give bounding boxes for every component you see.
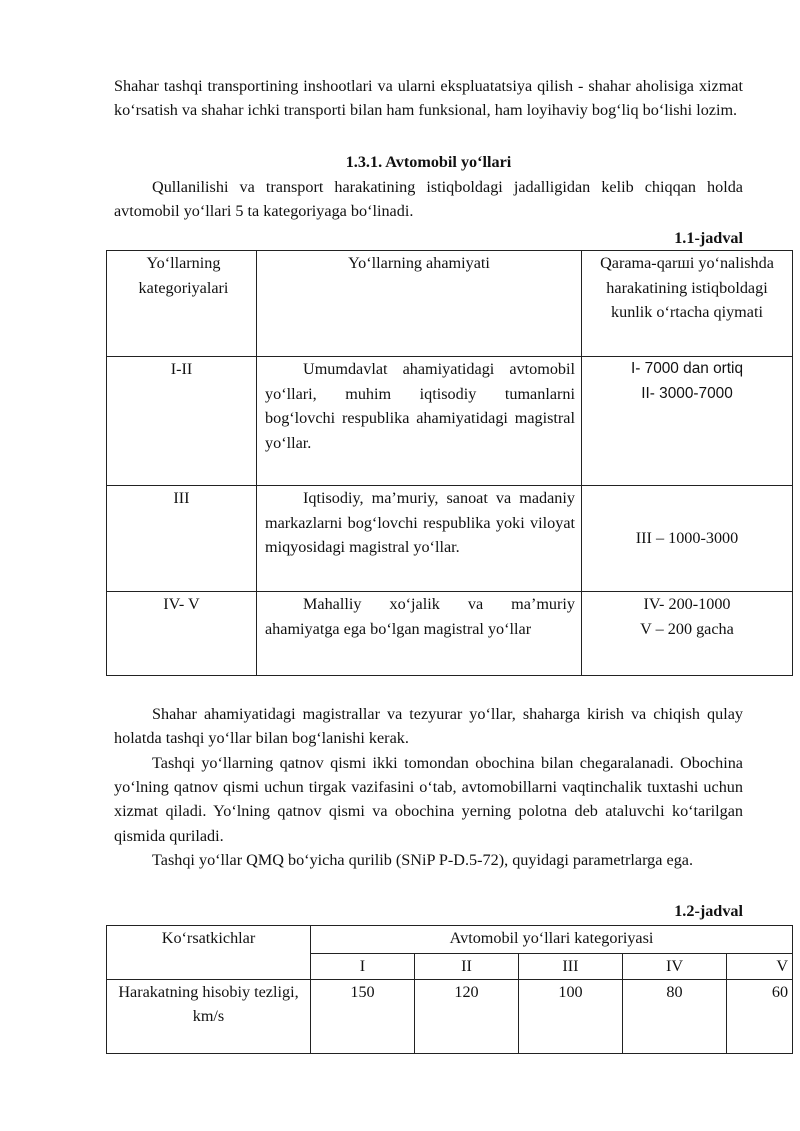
table2-category-cell: II [415, 954, 519, 980]
table1-cell-category: III [107, 486, 257, 592]
table2-category-cell: III [519, 954, 623, 980]
city-roads-paragraph: Shahar ahamiyatidagi magistrallar va tezyurar yo‘llar, shaharga kirish va chiqish qulay holatda tashqi yo‘llar bilan bog‘lanishi kerak. [114, 705, 743, 748]
table1-header-traffic [582, 251, 793, 357]
parameters-paragraph: Tashqi yo‘llar QMQ bo‘yicha qurilib (SNiP P-D.5-72), quyidagi parametrlarga ega. [152, 851, 694, 869]
table2-category-cell: IV [623, 954, 727, 980]
table1-header-category: Yo‘llarning kategoriyalari [107, 251, 257, 357]
table1-header-row [107, 251, 793, 357]
table1-header-importance: Yo‘llarning ahamiyati [257, 251, 582, 357]
table-road-parameters [106, 925, 793, 1054]
table1-cell-category: I-II [107, 357, 257, 486]
table1-header-traffic-text: Qarama-qarшi yo‘nalishda harakatining istiqboldagi kunlik o‘rtacha qiymati [600, 254, 774, 322]
intro-paragraph: Shahar tashqi transportining inshootlari va ularni ekspluatatsiya qilish - shahar aholisiga xizmat ko‘rsatish va shahar ichki transporti bilan ham funksional, ham loyihaviy bog‘liq bo‘lishi lozim. [114, 77, 743, 120]
table1-cell-importance: Umumdavlat ahamiyatidagi avtomobil yo‘llari, muhim iqtisodiy tumanlarni bog‘lovchi respublika ahamiyatidagi magistral yo‘llar. [257, 357, 582, 486]
table-row [107, 486, 793, 592]
table1-cell-traffic [582, 357, 793, 486]
table1-traffic-line: V – 200 gacha [640, 619, 734, 638]
table2-value-cell: 120 [415, 979, 519, 1053]
table2-caption: 1.2-jadval [674, 902, 743, 920]
table1-cell-traffic [582, 592, 793, 676]
table-row [107, 592, 793, 676]
table2-category-cell: I [311, 954, 415, 980]
table1-traffic-line: II- 3000-7000 [641, 384, 733, 402]
table2-value-cell: 150 [311, 979, 415, 1053]
table1-traffic-line: IV- 200-1000 [643, 595, 731, 613]
section-heading: 1.3.1. Avtomobil yo‘llari [345, 153, 512, 171]
table-row [107, 979, 793, 1053]
table2-row-label: Harakatning hisobiy tezligi, km/s [107, 979, 311, 1053]
table2-header-indicators: Ko‘rsatkichlar [107, 926, 311, 980]
table1-cell-importance: Iqtisodiy, ma’muriy, sanoat va madaniy markazlarni bog‘lovchi respublika yoki viloyat miqyosidagi magistral yo‘llar. [257, 486, 582, 592]
table-row [107, 357, 793, 486]
table1-cell-importance: Mahalliy xo‘jalik va ma’muriy ahamiyatga ega bo‘lgan magistral yo‘llar [257, 592, 582, 676]
table-road-categories [106, 250, 793, 676]
table2-value-cell: 100 [519, 979, 623, 1053]
table1-traffic-line: I- 7000 dan ortiq [630, 360, 744, 377]
table1-caption: 1.1-jadval [674, 229, 743, 247]
table2-value-cell: 80 [623, 979, 727, 1053]
categories-paragraph: Qullanilishi va transport harakatining istiqboldagi jadalligidan kelib chiqqan holda avtomobil yo‘llari 5 ta kategoriyaga bo‘linadi. [114, 178, 743, 221]
table1-cell-traffic [582, 486, 793, 592]
table2-header-row [107, 926, 793, 954]
table2-value-cell: 60 [727, 979, 793, 1053]
roadway-paragraph: Tashqi yo‘llarning qatnov qismi ikki tomondan obochina bilan chegaralanadi. Obochina yo‘lning qatnov qismi uchun tirgak vazifasini o‘tab, avtomobillarni vaqtinchalik tuxtashi uchun xizmat qiladi. Yo‘lning qatnov qismi va obochina yerning polotna deb ataluvchi ko‘tarilgan qismida quriladi. [114, 754, 743, 845]
table1-cell-category: IV- V [107, 592, 257, 676]
table2-header-categories: Avtomobil yo‘llari kategoriyasi [311, 926, 793, 954]
table2-category-cell: V [727, 954, 793, 980]
table1-traffic-line: III – 1000-3000 [635, 529, 739, 548]
